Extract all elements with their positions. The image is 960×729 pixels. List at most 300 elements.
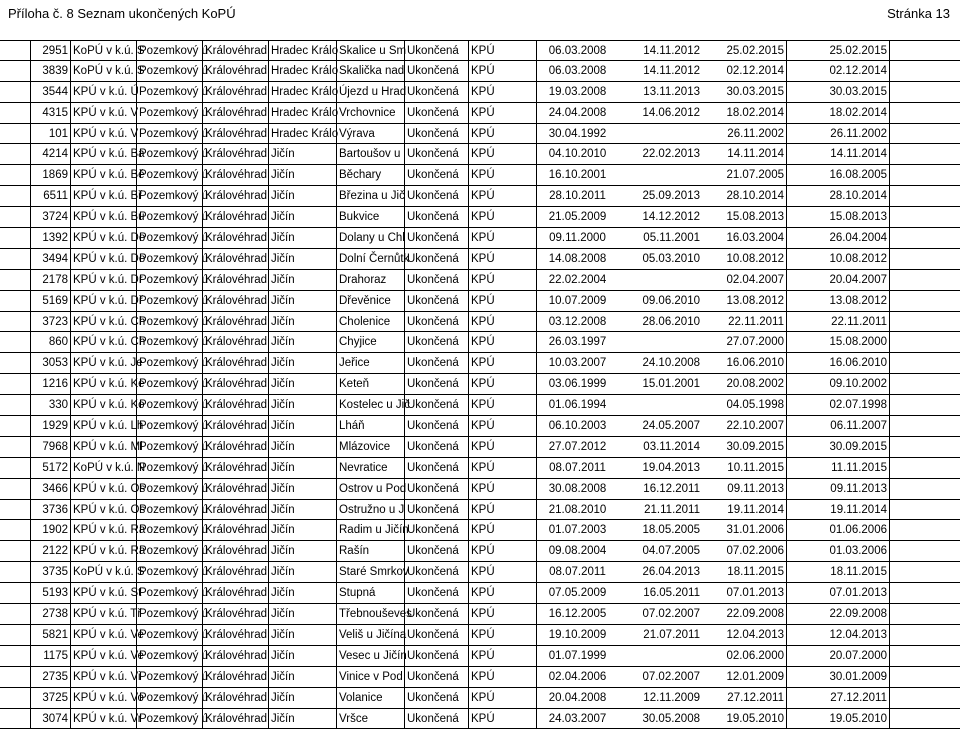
- cell-status: Ukončená: [404, 437, 468, 457]
- cell-region: Královéhrad: [202, 228, 268, 248]
- cell-date-end: 28.10.2014: [786, 186, 890, 206]
- cell-kind: KPÚ: [468, 41, 536, 60]
- cell-id: 5193: [30, 583, 70, 603]
- cell-id: 2738: [30, 604, 70, 624]
- cell-office: Pozemkový ú: [136, 625, 202, 645]
- cell-cadastral-area: Vinice v Pod: [336, 667, 404, 687]
- cell-date-end: 14.11.2014: [786, 144, 890, 164]
- table-row: [0, 437, 960, 458]
- table-row: [0, 583, 960, 604]
- cell-cadastral-area: Bukvice: [336, 207, 404, 227]
- cell-office: Pozemkový ú: [136, 458, 202, 478]
- cell-id: 330: [30, 395, 70, 415]
- cell-kind: KPÚ: [468, 562, 536, 582]
- cell-cadastral-area: Vršce: [336, 709, 404, 729]
- cell-region: Královéhrad: [202, 646, 268, 666]
- cell-status: Ukončená: [404, 541, 468, 561]
- cell-cadastral-area: Kostelec u Jič: [336, 395, 404, 415]
- table-row: [0, 103, 960, 124]
- cell-date-start: 09.08.2004: [536, 541, 618, 561]
- cell-date-start: 27.07.2012: [536, 437, 618, 457]
- cell-type: KPÚ v k.ú. Os: [70, 479, 136, 499]
- cell-status: Ukončená: [404, 688, 468, 708]
- table-row: [0, 458, 960, 479]
- cell-status: Ukončená: [404, 207, 468, 227]
- page-header: [0, 0, 960, 40]
- cell-district: Jičín: [268, 416, 336, 436]
- cell-id: 3074: [30, 709, 70, 729]
- cell-date-end: 26.11.2002: [786, 124, 890, 144]
- cell-office: Pozemkový ú: [136, 270, 202, 290]
- cell-date-end: 06.11.2007: [786, 416, 890, 436]
- cell-date-design: 16.12.2011: [618, 479, 702, 499]
- cell-status: Ukončená: [404, 395, 468, 415]
- cell-id: 2122: [30, 541, 70, 561]
- cell-type: KPÚ v k.ú. Ke: [70, 374, 136, 394]
- cell-date-decision: 22.11.2011: [702, 312, 786, 332]
- cell-date-start: 06.10.2003: [536, 416, 618, 436]
- cell-kind: KPÚ: [468, 332, 536, 352]
- cell-region: Královéhrad: [202, 500, 268, 520]
- cell-id: 5821: [30, 625, 70, 645]
- cell-kind: KPÚ: [468, 500, 536, 520]
- cell-date-design: 12.11.2009: [618, 688, 702, 708]
- cell-date-decision: 14.11.2014: [702, 144, 786, 164]
- cell-type: KoPÚ v k.ú. S: [70, 562, 136, 582]
- cell-district: Jičín: [268, 144, 336, 164]
- cell-date-design: 18.05.2005: [618, 520, 702, 540]
- cell-id: 7968: [30, 437, 70, 457]
- cell-date-design: 05.03.2010: [618, 249, 702, 269]
- table-row: [0, 667, 960, 688]
- cell-region: Královéhrad: [202, 625, 268, 645]
- cell-date-end: 18.02.2014: [786, 103, 890, 123]
- cell-office: Pozemkový ú: [136, 41, 202, 60]
- cell-kind: KPÚ: [468, 395, 536, 415]
- cell-date-decision: 27.07.2000: [702, 332, 786, 352]
- cell-office: Pozemkový ú: [136, 124, 202, 144]
- cell-region: Královéhrad: [202, 458, 268, 478]
- cell-date-design: [618, 165, 702, 185]
- cell-date-decision: 15.08.2013: [702, 207, 786, 227]
- cell-date-decision: 21.07.2005: [702, 165, 786, 185]
- cell-date-design: 13.11.2013: [618, 82, 702, 102]
- cell-date-decision: 20.08.2002: [702, 374, 786, 394]
- cell-district: Jičín: [268, 165, 336, 185]
- cell-date-design: 14.11.2012: [618, 61, 702, 81]
- cell-office: Pozemkový ú: [136, 103, 202, 123]
- cell-date-design: 14.12.2012: [618, 207, 702, 227]
- table-row: [0, 291, 960, 312]
- cell-kind: KPÚ: [468, 374, 536, 394]
- cell-district: Jičín: [268, 458, 336, 478]
- cell-date-end: 02.07.1998: [786, 395, 890, 415]
- cell-date-end: 18.11.2015: [786, 562, 890, 582]
- cell-office: Pozemkový ú: [136, 61, 202, 81]
- cell-date-end: 09.10.2002: [786, 374, 890, 394]
- cell-date-start: 08.07.2011: [536, 562, 618, 582]
- cell-id: 5172: [30, 458, 70, 478]
- cell-kind: KPÚ: [468, 541, 536, 561]
- cell-date-start: 26.03.1997: [536, 332, 618, 352]
- cell-status: Ukončená: [404, 249, 468, 269]
- cell-status: Ukončená: [404, 625, 468, 645]
- cell-id: 3723: [30, 312, 70, 332]
- cell-date-end: 15.08.2000: [786, 332, 890, 352]
- table-row: [0, 61, 960, 82]
- cell-type: KPÚ v k.ú. Vo: [70, 688, 136, 708]
- table-row: [0, 186, 960, 207]
- cell-date-design: 30.05.2008: [618, 709, 702, 729]
- cell-cadastral-area: Výrava: [336, 124, 404, 144]
- cell-date-decision: 12.04.2013: [702, 625, 786, 645]
- cell-type: KPÚ v k.ú. Ve: [70, 646, 136, 666]
- cell-region: Královéhrad: [202, 583, 268, 603]
- cell-kind: KPÚ: [468, 458, 536, 478]
- cell-id: 4214: [30, 144, 70, 164]
- cell-region: Královéhrad: [202, 688, 268, 708]
- cell-region: Královéhrad: [202, 604, 268, 624]
- cell-date-start: 16.12.2005: [536, 604, 618, 624]
- table-row: [0, 604, 960, 625]
- document-title: Příloha č. 8 Seznam ukončených KoPÚ: [8, 6, 236, 21]
- cell-type: KPÚ v k.ú. Bř: [70, 186, 136, 206]
- cell-region: Královéhrad: [202, 520, 268, 540]
- cell-office: Pozemkový ú: [136, 395, 202, 415]
- cell-region: Královéhrad: [202, 541, 268, 561]
- cell-id: 5169: [30, 291, 70, 311]
- cell-office: Pozemkový ú: [136, 604, 202, 624]
- cell-kind: KPÚ: [468, 312, 536, 332]
- cell-district: Jičín: [268, 583, 336, 603]
- page-number: Stránka 13: [887, 6, 950, 21]
- cell-id: 2735: [30, 667, 70, 687]
- cell-kind: KPÚ: [468, 479, 536, 499]
- cell-district: Jičín: [268, 562, 336, 582]
- cell-date-start: 28.10.2011: [536, 186, 618, 206]
- cell-date-end: 07.01.2013: [786, 583, 890, 603]
- cell-status: Ukončená: [404, 500, 468, 520]
- cell-date-design: [618, 124, 702, 144]
- table-row: [0, 332, 960, 353]
- cell-cadastral-area: Vrchovnice: [336, 103, 404, 123]
- cell-date-end: 30.01.2009: [786, 667, 890, 687]
- cell-district: Jičín: [268, 541, 336, 561]
- cell-office: Pozemkový ú: [136, 291, 202, 311]
- cell-district: Jičín: [268, 228, 336, 248]
- table-row: [0, 646, 960, 667]
- table-row: [0, 500, 960, 521]
- table-row: [0, 40, 960, 61]
- cell-date-start: 09.11.2000: [536, 228, 618, 248]
- cell-district: Jičín: [268, 500, 336, 520]
- cell-type: KPÚ v k.ú. Os: [70, 500, 136, 520]
- cell-region: Královéhrad: [202, 207, 268, 227]
- table-row: [0, 374, 960, 395]
- cell-district: Jičín: [268, 604, 336, 624]
- cell-office: Pozemkový ú: [136, 646, 202, 666]
- cell-id: 3053: [30, 353, 70, 373]
- cell-date-decision: 09.11.2013: [702, 479, 786, 499]
- table-row: [0, 312, 960, 333]
- cell-date-start: 24.04.2008: [536, 103, 618, 123]
- cell-date-design: [618, 332, 702, 352]
- cell-id: 3725: [30, 688, 70, 708]
- cell-date-end: 30.09.2015: [786, 437, 890, 457]
- cell-type: KPÚ v k.ú. Je: [70, 353, 136, 373]
- cell-region: Královéhrad: [202, 479, 268, 499]
- cell-region: Královéhrad: [202, 437, 268, 457]
- cell-cadastral-area: Vesec u Jičín: [336, 646, 404, 666]
- cell-date-design: 24.05.2007: [618, 416, 702, 436]
- cell-office: Pozemkový ú: [136, 332, 202, 352]
- cell-cadastral-area: Skalice u Sm: [336, 41, 404, 60]
- cell-date-decision: 16.03.2004: [702, 228, 786, 248]
- cell-office: Pozemkový ú: [136, 479, 202, 499]
- table-row: [0, 82, 960, 103]
- cell-id: 3544: [30, 82, 70, 102]
- cell-cadastral-area: Staré Smrkov: [336, 562, 404, 582]
- cell-status: Ukončená: [404, 667, 468, 687]
- cell-type: KPÚ v k.ú. Do: [70, 228, 136, 248]
- cell-date-decision: 26.11.2002: [702, 124, 786, 144]
- cell-date-end: 01.03.2006: [786, 541, 890, 561]
- cell-district: Jičín: [268, 291, 336, 311]
- cell-cadastral-area: Mlázovice: [336, 437, 404, 457]
- cell-district: Jičín: [268, 395, 336, 415]
- cell-district: Jičín: [268, 646, 336, 666]
- cell-status: Ukončená: [404, 124, 468, 144]
- cell-status: Ukončená: [404, 82, 468, 102]
- cell-status: Ukončená: [404, 520, 468, 540]
- cell-date-decision: 30.03.2015: [702, 82, 786, 102]
- cell-status: Ukončená: [404, 479, 468, 499]
- cell-date-decision: 18.02.2014: [702, 103, 786, 123]
- cell-district: Jičín: [268, 667, 336, 687]
- table-row: [0, 541, 960, 562]
- cell-date-end: 02.12.2014: [786, 61, 890, 81]
- cell-type: KPÚ v k.ú. Dř: [70, 291, 136, 311]
- cell-date-design: 19.04.2013: [618, 458, 702, 478]
- cell-district: Hradec Králo: [268, 82, 336, 102]
- cell-id: 3466: [30, 479, 70, 499]
- cell-date-decision: 25.02.2015: [702, 41, 786, 60]
- cell-date-decision: 12.01.2009: [702, 667, 786, 687]
- cell-date-decision: 16.06.2010: [702, 353, 786, 373]
- cell-id: 1902: [30, 520, 70, 540]
- cell-date-design: 26.04.2013: [618, 562, 702, 582]
- cell-date-end: 15.08.2013: [786, 207, 890, 227]
- cell-district: Hradec Králo: [268, 124, 336, 144]
- cell-type: KPÚ v k.ú. Ra: [70, 520, 136, 540]
- cell-id: 6511: [30, 186, 70, 206]
- cell-kind: KPÚ: [468, 103, 536, 123]
- cell-date-decision: 18.11.2015: [702, 562, 786, 582]
- cell-kind: KPÚ: [468, 270, 536, 290]
- cell-kind: KPÚ: [468, 688, 536, 708]
- cell-date-start: 08.07.2011: [536, 458, 618, 478]
- cell-status: Ukončená: [404, 562, 468, 582]
- cell-kind: KPÚ: [468, 583, 536, 603]
- cell-type: KPÚ v k.ú. Ra: [70, 541, 136, 561]
- cell-date-decision: 30.09.2015: [702, 437, 786, 457]
- table-row: [0, 207, 960, 228]
- cell-status: Ukončená: [404, 332, 468, 352]
- cell-date-start: 10.07.2009: [536, 291, 618, 311]
- cell-date-design: 05.11.2001: [618, 228, 702, 248]
- cell-date-start: 03.06.1999: [536, 374, 618, 394]
- cell-cadastral-area: Radim u Jičín: [336, 520, 404, 540]
- cell-status: Ukončená: [404, 458, 468, 478]
- table-row: [0, 353, 960, 374]
- cell-date-design: [618, 270, 702, 290]
- cell-date-start: 01.07.2003: [536, 520, 618, 540]
- cell-kind: KPÚ: [468, 520, 536, 540]
- cell-kind: KPÚ: [468, 165, 536, 185]
- cell-status: Ukončená: [404, 270, 468, 290]
- cell-type: KPÚ v k.ú. Bu: [70, 207, 136, 227]
- cell-office: Pozemkový ú: [136, 437, 202, 457]
- table-row: [0, 562, 960, 583]
- cell-date-design: 21.07.2011: [618, 625, 702, 645]
- cell-date-end: 22.09.2008: [786, 604, 890, 624]
- table-row: [0, 520, 960, 541]
- cell-region: Královéhrad: [202, 103, 268, 123]
- cell-date-design: 22.02.2013: [618, 144, 702, 164]
- cell-id: 3735: [30, 562, 70, 582]
- table-row: [0, 165, 960, 186]
- cell-kind: KPÚ: [468, 61, 536, 81]
- cell-id: 3724: [30, 207, 70, 227]
- cell-date-decision: 31.01.2006: [702, 520, 786, 540]
- cell-office: Pozemkový ú: [136, 374, 202, 394]
- cell-region: Královéhrad: [202, 374, 268, 394]
- cell-kind: KPÚ: [468, 124, 536, 144]
- cell-date-end: 20.07.2000: [786, 646, 890, 666]
- cell-region: Královéhrad: [202, 41, 268, 60]
- cell-type: KPÚ v k.ú. Ba: [70, 144, 136, 164]
- table-row: [0, 709, 960, 729]
- cell-office: Pozemkový ú: [136, 416, 202, 436]
- cell-type: KPÚ v k.ú. Ve: [70, 625, 136, 645]
- cell-date-decision: 27.12.2011: [702, 688, 786, 708]
- cell-office: Pozemkový ú: [136, 709, 202, 729]
- cell-id: 2951: [30, 41, 70, 60]
- cell-region: Královéhrad: [202, 249, 268, 269]
- cell-kind: KPÚ: [468, 144, 536, 164]
- table-row: [0, 479, 960, 500]
- cell-date-end: 22.11.2011: [786, 312, 890, 332]
- cell-type: KPÚ v k.ú. Do: [70, 249, 136, 269]
- cell-date-design: 07.02.2007: [618, 667, 702, 687]
- cell-date-decision: 19.11.2014: [702, 500, 786, 520]
- cell-type: KPÚ v k.ú. V: [70, 103, 136, 123]
- cell-date-start: 24.03.2007: [536, 709, 618, 729]
- cell-date-decision: 02.06.2000: [702, 646, 786, 666]
- cell-date-start: 04.10.2010: [536, 144, 618, 164]
- cell-date-start: 01.06.1994: [536, 395, 618, 415]
- cell-date-start: 20.04.2008: [536, 688, 618, 708]
- cell-date-end: 30.03.2015: [786, 82, 890, 102]
- cell-date-design: [618, 395, 702, 415]
- cell-date-start: 14.08.2008: [536, 249, 618, 269]
- cell-cadastral-area: Nevratice: [336, 458, 404, 478]
- cell-date-decision: 02.04.2007: [702, 270, 786, 290]
- table-row: [0, 416, 960, 437]
- cell-date-design: 16.05.2011: [618, 583, 702, 603]
- cell-cadastral-area: Ostrov u Pod: [336, 479, 404, 499]
- cell-date-decision: 19.05.2010: [702, 709, 786, 729]
- cell-cadastral-area: Dolany u Chl: [336, 228, 404, 248]
- cell-status: Ukončená: [404, 709, 468, 729]
- cell-date-start: 30.08.2008: [536, 479, 618, 499]
- cell-region: Královéhrad: [202, 667, 268, 687]
- cell-office: Pozemkový ú: [136, 353, 202, 373]
- cell-kind: KPÚ: [468, 604, 536, 624]
- cell-kind: KPÚ: [468, 353, 536, 373]
- cell-kind: KPÚ: [468, 709, 536, 729]
- cell-region: Královéhrad: [202, 562, 268, 582]
- cell-date-design: 07.02.2007: [618, 604, 702, 624]
- cell-region: Královéhrad: [202, 312, 268, 332]
- cell-type: KPÚ v k.ú. Ú: [70, 82, 136, 102]
- cell-type: KPÚ v k.ú. Ch: [70, 312, 136, 332]
- cell-district: Jičín: [268, 186, 336, 206]
- cell-region: Královéhrad: [202, 144, 268, 164]
- cell-date-start: 22.02.2004: [536, 270, 618, 290]
- table-row: [0, 625, 960, 646]
- cell-district: Jičín: [268, 374, 336, 394]
- cell-cadastral-area: Drahoraz: [336, 270, 404, 290]
- table-row: [0, 270, 960, 291]
- cell-date-end: 01.06.2006: [786, 520, 890, 540]
- table-row: [0, 395, 960, 416]
- cell-status: Ukončená: [404, 144, 468, 164]
- cell-date-start: 06.03.2008: [536, 61, 618, 81]
- cell-cadastral-area: Březina u Jič: [336, 186, 404, 206]
- cell-status: Ukončená: [404, 291, 468, 311]
- cell-date-end: 13.08.2012: [786, 291, 890, 311]
- cell-kind: KPÚ: [468, 667, 536, 687]
- cell-date-start: 16.10.2001: [536, 165, 618, 185]
- cell-type: KoPÚ v k.ú. S: [70, 41, 136, 60]
- cell-status: Ukončená: [404, 61, 468, 81]
- cell-district: Jičín: [268, 479, 336, 499]
- cell-region: Královéhrad: [202, 291, 268, 311]
- cell-status: Ukončená: [404, 646, 468, 666]
- cell-office: Pozemkový ú: [136, 207, 202, 227]
- cell-date-design: 21.11.2011: [618, 500, 702, 520]
- cell-type: KPÚ v k.ú. V: [70, 124, 136, 144]
- cell-id: 4315: [30, 103, 70, 123]
- cell-district: Jičín: [268, 625, 336, 645]
- cell-id: 3839: [30, 61, 70, 81]
- cell-date-end: 19.11.2014: [786, 500, 890, 520]
- cell-type: KoPÚ v k.ú. S: [70, 61, 136, 81]
- cell-type: KoPÚ v k.ú. N: [70, 458, 136, 478]
- cell-type: KPÚ v k.ú. Ko: [70, 395, 136, 415]
- cell-kind: KPÚ: [468, 416, 536, 436]
- cell-date-decision: 07.01.2013: [702, 583, 786, 603]
- cell-region: Královéhrad: [202, 124, 268, 144]
- cell-region: Královéhrad: [202, 270, 268, 290]
- cell-district: Jičín: [268, 688, 336, 708]
- cell-id: 101: [30, 124, 70, 144]
- cell-region: Královéhrad: [202, 416, 268, 436]
- cell-status: Ukončená: [404, 228, 468, 248]
- cell-id: 1869: [30, 165, 70, 185]
- cell-type: KPÚ v k.ú. Vi: [70, 667, 136, 687]
